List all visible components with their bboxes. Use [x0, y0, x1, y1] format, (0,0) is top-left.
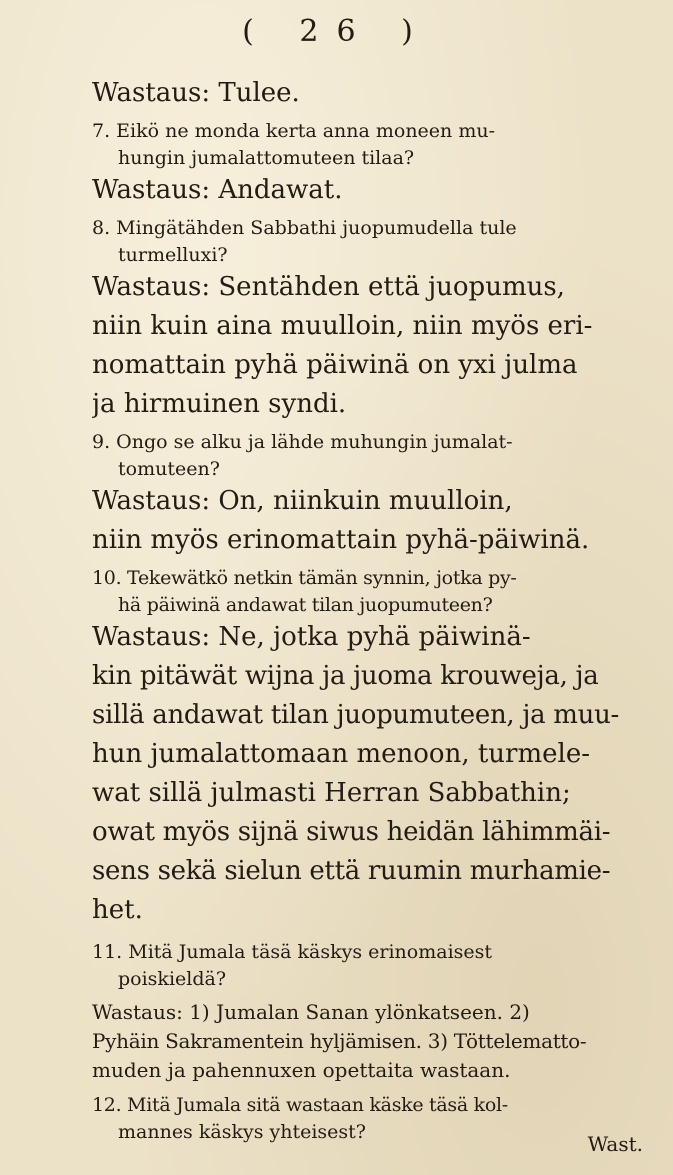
- answer-line: wat sillä julmasti Herran Sabbathin;: [92, 778, 571, 808]
- question-line: tomuteen?: [118, 458, 220, 480]
- answer-line: het.: [92, 895, 143, 925]
- answer-line: Wastaus: 1) Jumalan Sanan ylönkatseen. 2): [92, 1000, 530, 1024]
- answer-line: Wastaus: Ne, jotka pyhä päiwinä-: [92, 622, 531, 652]
- answer-line: sillä andawat tilan juopumuteen, ja muu-: [92, 700, 620, 730]
- question-line: poiskieldä?: [118, 968, 227, 990]
- answer-line: Pyhäin Sakramentein hyljämisen. 3) Töttelematto-: [92, 1029, 587, 1053]
- answer-line: niin kuin aina muulloin, niin myös eri-: [92, 311, 593, 341]
- question-line: 11. Mitä Jumala täsä käskys erinomaisest: [92, 941, 493, 963]
- answer-line: Wastaus: Tulee.: [92, 78, 300, 108]
- answer-line: Wastaus: Sentähden että juopumus,: [92, 272, 565, 302]
- answer-line: Wastaus: Andawat.: [92, 175, 343, 205]
- question-line: hä päiwinä andawat tilan juopumuteen?: [118, 594, 493, 616]
- answer-line: nomattain pyhä päiwinä on yxi julma: [92, 350, 578, 380]
- answer-line: niin myös erinomattain pyhä-päiwinä.: [92, 525, 590, 555]
- question-line: 10. Tekewätkö netkin tämän synnin, jotka py-: [92, 567, 517, 589]
- answer-line: kin pitäwät wijna ja juoma krouweja, ja: [92, 661, 599, 691]
- question-line: 8. Mingätähden Sabbathi juopumudella tule: [92, 217, 517, 239]
- catchword: Wast.: [587, 1132, 643, 1156]
- answer-line: muden ja pahennuxen opettaita wastaan.: [92, 1058, 511, 1082]
- page-text: [92, 76, 647, 1147]
- answer-line: ja hirmuinen syndi.: [92, 389, 347, 419]
- answer-line: Wastaus: On, niinkuin muulloin,: [92, 486, 513, 516]
- answer-line: hun jumalattomaan menoon, turmele-: [92, 739, 591, 769]
- question-line: 7. Eikö ne monda kerta anna moneen mu-: [92, 120, 495, 142]
- question-line: mannes käskys yhteisest?: [118, 1121, 366, 1143]
- question-line: 9. Ongo se alku ja lähde muhungin jumalat-: [92, 431, 513, 453]
- answer-line: owat myös sijnä siwus heidän lähimmäi-: [92, 817, 611, 847]
- question-line: 12. Mitä Jumala sitä wastaan käske täsä kol-: [92, 1094, 508, 1116]
- answer-line: sens sekä sielun että ruumin murhamie-: [92, 856, 611, 886]
- page-number: ( 26 ): [242, 14, 431, 49]
- question-line: hungin jumalattomuteen tilaa?: [118, 147, 415, 169]
- question-line: turmelluxi?: [118, 244, 228, 266]
